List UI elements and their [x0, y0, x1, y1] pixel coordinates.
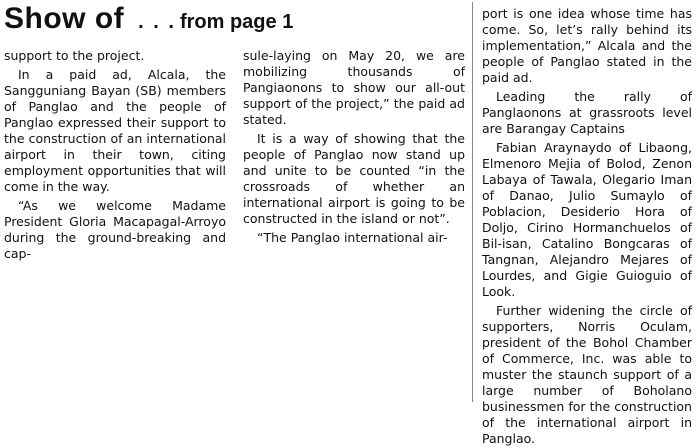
article-column-1	[4, 48, 226, 262]
column-divider	[472, 2, 473, 402]
paragraph: In a paid ad, Alcala, the Sangguniang Bayan (SB) members of Panglao and the people of Panglao expressed their support to the construction of an international airport in their town, citing employment opportunities that will come in the way.	[4, 67, 226, 194]
paragraph: sule-laying on May 20, we are mobilizing thousands of Pangiaonons to show our all-out support of the project,” the paid ad stated.	[243, 48, 465, 127]
paragraph: Further widening the circle of supporters, Norris Oculam, president of the Bohol Chamber of Commerce, Inc. was able to muster the staunch support of a large number of Boholano businessmen for the construction of the international airport in Panglao.	[482, 303, 692, 446]
paragraph: port is one idea whose time has come. So, let’s rally behind its implementation,” Alcala and the people of Panglao stated in the paid ad.	[482, 6, 692, 85]
paragraph: “The Panglao international air-	[257, 230, 448, 245]
paragraph: Leading the rally of Panglaonons at grassroots level are Barangay Captains	[482, 89, 692, 136]
paragraph: Fabian Araynaydo of Libaong, Elmenoro Mejia of Bolod, Zenon Labaya of Tawala, Olegario Iman of Danao, Julio Sumaylo of Poblacion, Desiderio Hora of Doljo, Cirino Hormanchuelos of Bil-isan, Catalino Bongcaras of Tangnan, Alejandro Mejares of Lourdes, and Gigie Guioguio of Look.	[482, 140, 692, 299]
headline-dots: . . .	[138, 11, 176, 33]
article-column-2	[243, 48, 465, 246]
paragraph: “As we welcome Madame President Gloria Macapagal-Arroyo during the ground-breaking and cap-	[4, 198, 226, 261]
headline	[4, 2, 293, 36]
paragraph: It is a way of showing that the people of Panglao now stand up and unite to be counted “in the crossroads of whether an international airport is going to be constructed in the island or not”.	[243, 131, 465, 226]
article-column-3	[482, 6, 692, 447]
paragraph: support to the project.	[4, 48, 145, 63]
headline-continuation: from page 1	[179, 11, 294, 33]
headline-main: Show of	[4, 2, 125, 35]
